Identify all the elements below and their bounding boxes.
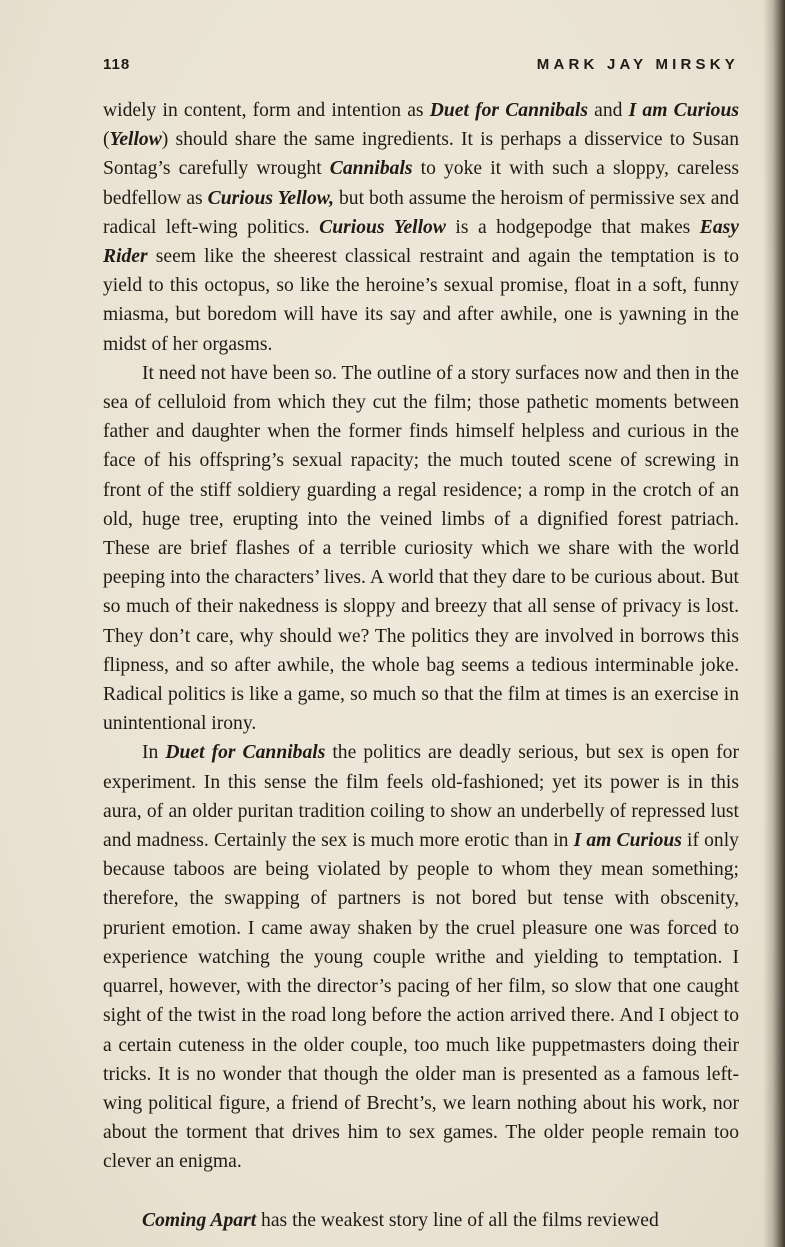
- film-title: I am Curious: [628, 100, 739, 121]
- text-run: if only because taboos are being violated by people to whom they mean something; therefore, the swapping of partners is not bored but tense with obscenity, prurient emotion. I came away shaken by the cruel pleasure one was forced to experience watching the young couple writhe and yielding to temptation. I quarrel, however, with the director’s pacing of her film, so slow that one caught sight of the twist in the road long before the action arrived there. And I object to a certain cuteness in the older couple, too much like puppetmasters doing their tricks. It is no wonder that though the older man is presented as a famous left-wing political figure, a friend of Brecht’s, we learn nothing about his work, nor about the torment that drives him to sex games. The older people remain too clever an enigma.: [103, 830, 739, 1173]
- text-run: and: [587, 100, 629, 121]
- film-title: Duet for Cannibals: [429, 100, 588, 121]
- paragraph-4: [103, 1206, 739, 1235]
- film-title: Coming Apart: [142, 1209, 257, 1231]
- text-run: It need not have been so. The outline of a story surfaces now and then in the sea of celluloid from which they cut the film; those pathetic moments between father and daughter when the former finds himself helpless and curious in the face of his offspring’s sexual rapacity; the much touted scene of screwing in front of the stiff soldiery guarding a regal residence; a romp in the crotch of an old, huge tree, erupting into the veined limbs of a dignified forest patriach. These are brief flashes of a terrible curiosity which we share with the world peeping into the characters’ lives. A world that they dare to be curious about. But so much of their nakedness is sloppy and breezy that all sense of privacy is lost. They don’t care, why should we? The politics they are involved in borrows this flipness, and so after awhile, the whole bag seems a tedious interminable joke. Radical politics is like a game, so much so that the film at times is an exercise in unintentional irony.: [103, 362, 739, 735]
- body-text: [103, 96, 739, 1235]
- paragraph-2: [103, 359, 739, 739]
- film-title: Curious Yellow,: [207, 187, 335, 209]
- text-run: ) should share the same ingredients. It is perhaps a disservice to Susan Sontag’s carefully wrought: [103, 129, 739, 180]
- book-spine-shadow: [763, 0, 785, 1247]
- text-run: but both assume the heroism of permissive sex and radical left-wing politics.: [103, 187, 739, 238]
- page-header: [103, 56, 739, 80]
- text-run: (: [103, 129, 110, 151]
- film-title: Curious Yellow: [319, 216, 446, 238]
- paragraph-3: [103, 738, 739, 1176]
- film-title: Yellow: [109, 129, 162, 151]
- text-run: widely in content, form and intention as: [103, 100, 430, 121]
- text-run: the politics are deadly serious, but sex is open for experiment. In this sense the film feels old-fashioned; yet its power is in this aura, of an older puritan tradition coiling to show an underbelly of repressed lust and madness. Certainly the sex is much more erotic than in: [103, 742, 739, 852]
- running-head-author: MARK JAY MIRSKY: [536, 56, 739, 73]
- text-run: is a hodgepodge that makes: [445, 216, 700, 238]
- text-run: seem like the sheerest classical restraint and again the temptation is to yield to this octopus, so like the heroine’s sexual promise, float in a soft, funny miasma, but boredom will have its say and after awhile, one is yawning in the midst of her orgasms.: [103, 246, 739, 355]
- film-title: Easy Rider: [103, 216, 739, 268]
- film-title: Cannibals: [329, 158, 413, 180]
- text-run: has the weakest story line of all the films reviewed: [256, 1209, 659, 1231]
- text-run: to yoke it with such a sloppy, careless bedfellow as: [103, 158, 739, 209]
- film-title: I am Curious: [573, 830, 682, 852]
- paragraph-1: [103, 96, 739, 359]
- page-number: 118: [103, 56, 131, 73]
- film-title: Duet for Cannibals: [165, 742, 326, 764]
- text-run: In: [142, 742, 166, 764]
